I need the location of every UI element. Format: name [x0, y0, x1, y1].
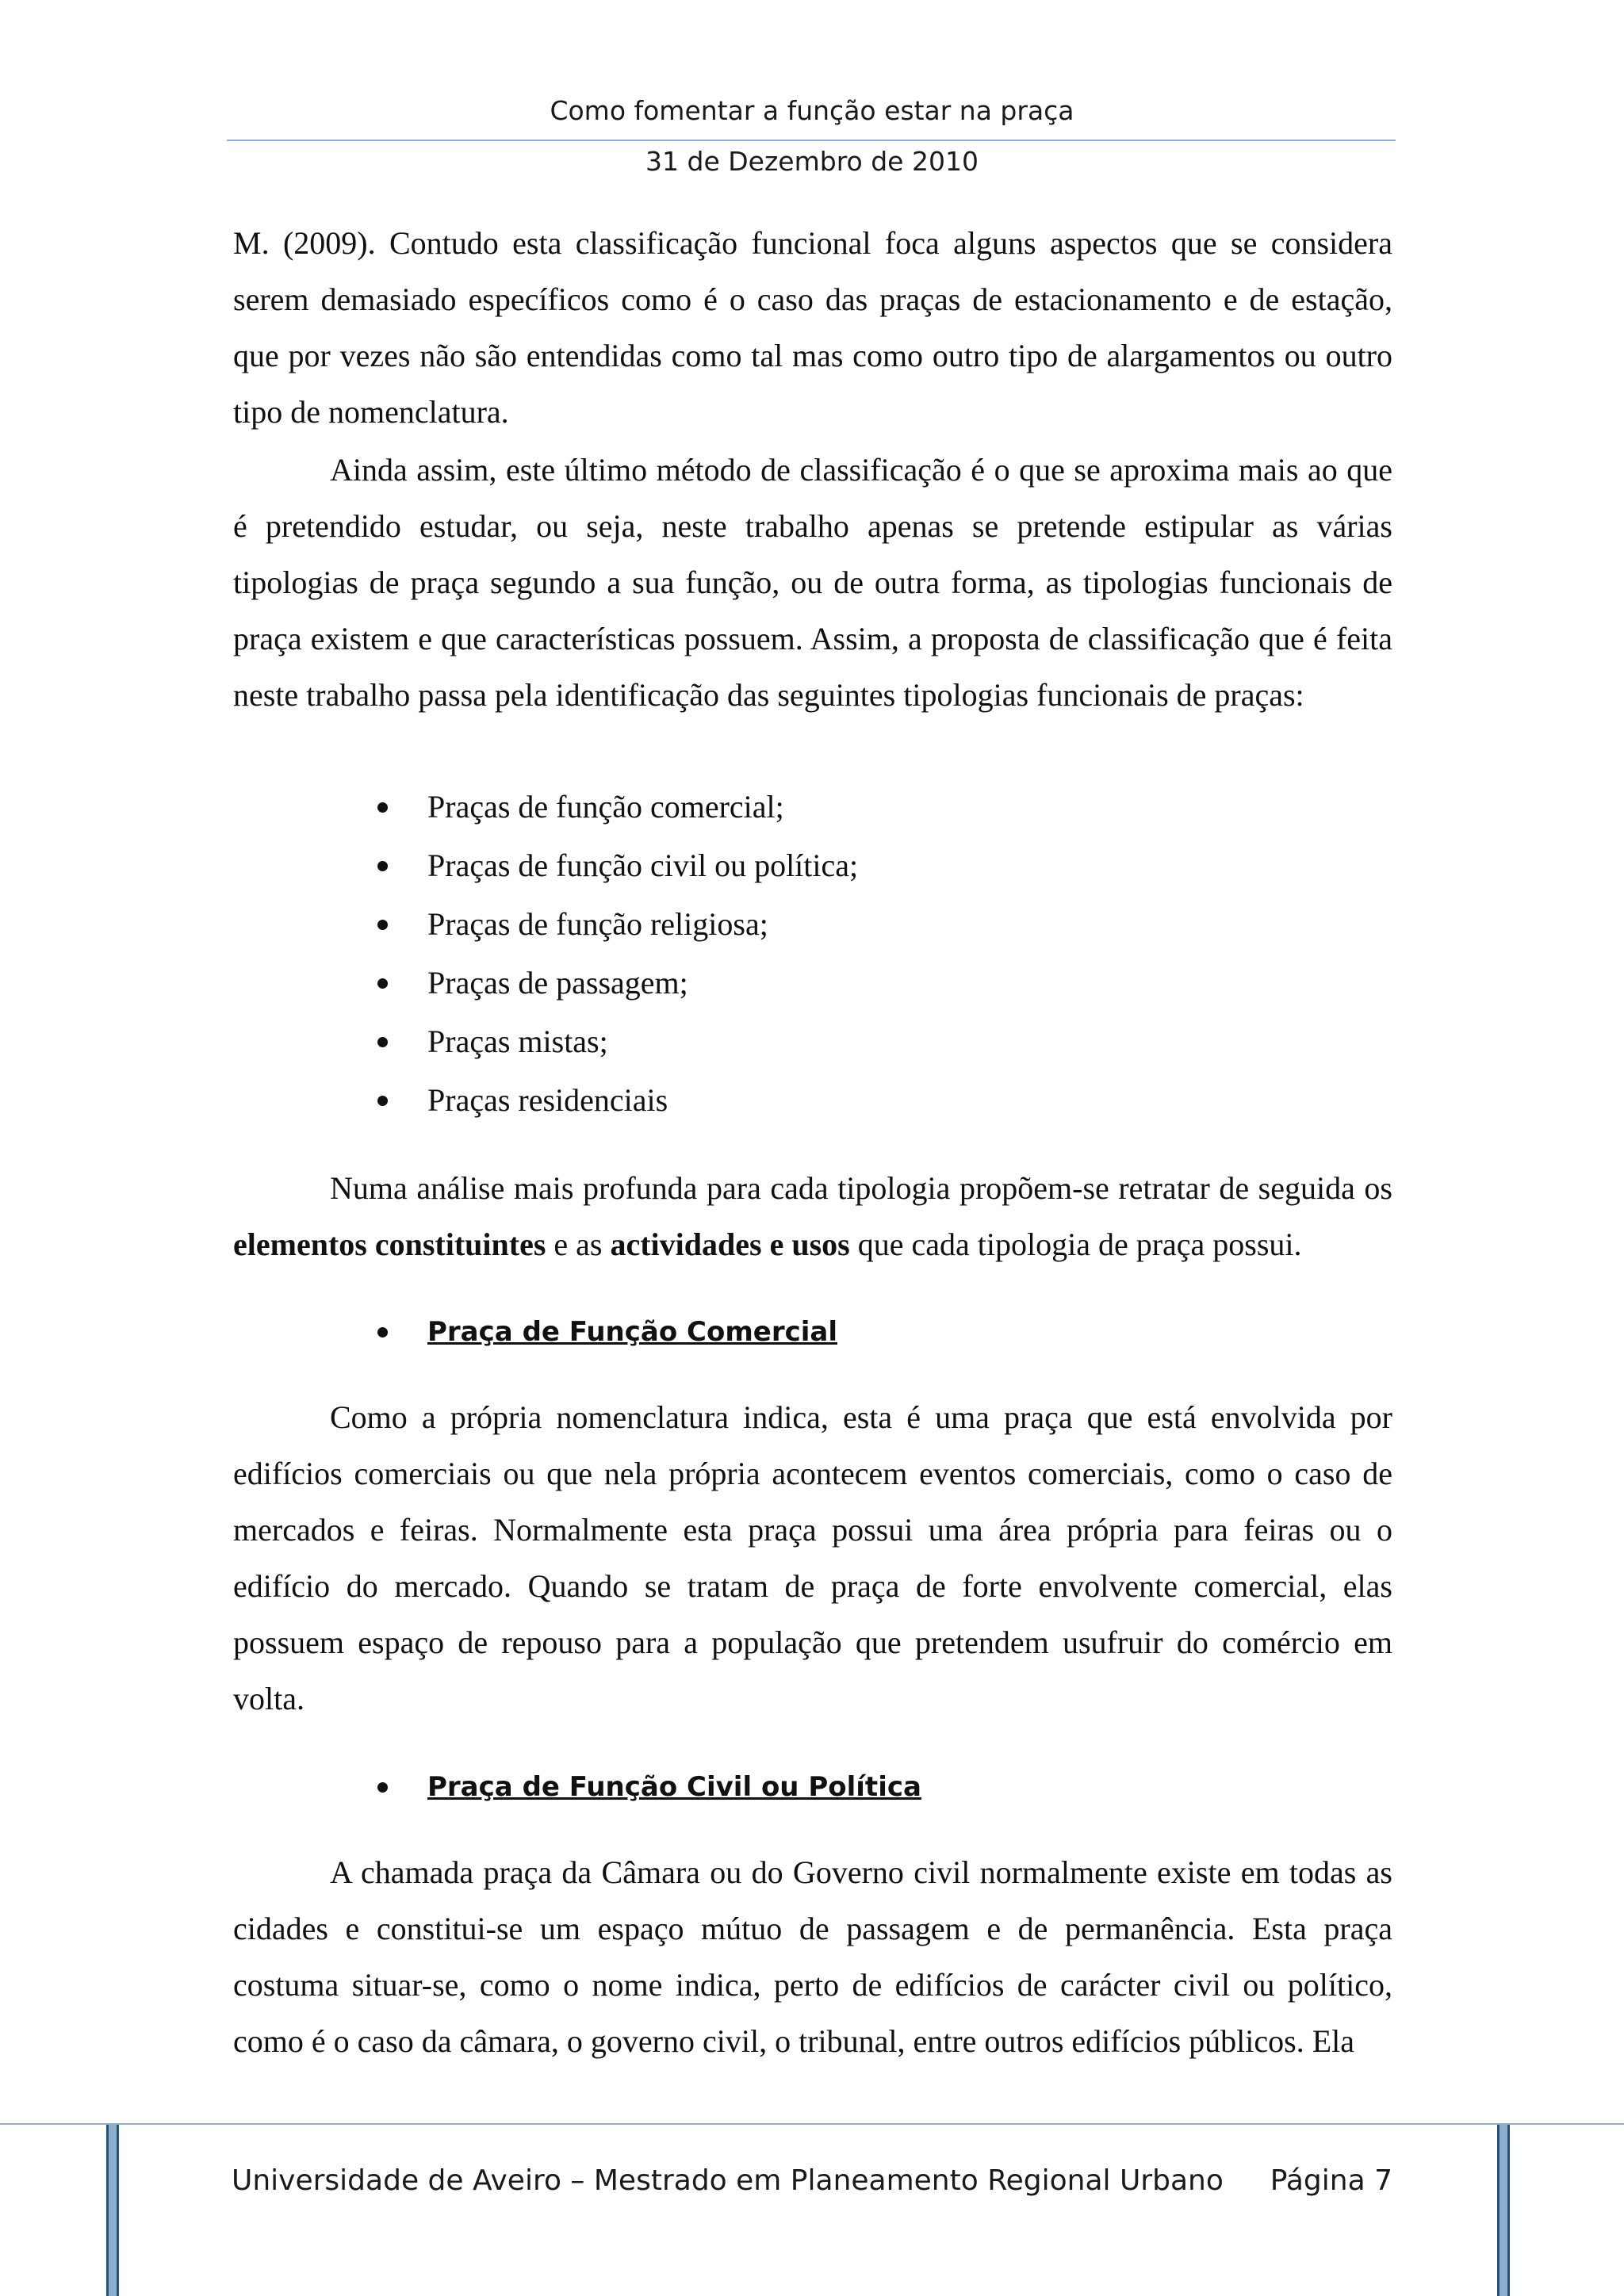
paragraph-3-part-d: que cada tipologia de praça possui. [849, 1226, 1302, 1262]
header-date: 31 de Dezembro de 2010 [645, 146, 979, 177]
footer-institution: Universidade de Aveiro – Mestrado em Planeamento Regional Urbano [232, 2164, 1224, 2197]
header-rule [227, 140, 1396, 141]
paragraph-1-text: M. (2009). Contudo esta classificação funcional foca alguns aspectos que se considera serem demasiado específicos como é o caso das praças de estacionamento e de estação, que por vezes não são entendidas como tal mas como outro tipo de alargamentos ou outro tipo de nomenclatura. [233, 225, 1392, 430]
list-item-text: Praças de passagem; [427, 965, 688, 1001]
paragraph-2-text: Ainda assim, este último método de classificação é o que se aproxima mais ao que é pretendido estudar, ou seja, neste trabalho apenas se pretende estipular as várias tipologias de praça segundo a sua função, ou de outra forma, as tipologias funcionais de praça existem e que características possuem. Assim, a proposta de classificação que é feita neste trabalho passa pela identificação das seguintes tipologias funcionais de praças: [233, 452, 1392, 713]
paragraph-3-text [233, 1160, 1392, 1272]
paragraph-1 [233, 215, 1392, 440]
paragraph-5-text: A chamada praça da Câmara ou do Governo civil normalmente existe em todas as cidades e constitui-se um espaço mútuo de passagem e de permanência. Esta praça costuma situar-se, como o nome indica, perto de edifícios de carácter civil ou político, como é o caso da câmara, o governo civil, o tribunal, entre outros edifícios públicos. Ela [233, 1854, 1392, 2059]
paragraph-2 [233, 442, 1392, 723]
page-number: Página 7 [1270, 2164, 1392, 2197]
list-item [0, 1071, 1624, 1130]
list-item [0, 1012, 1624, 1071]
section-heading-civil [0, 1763, 1624, 1811]
list-item [0, 895, 1624, 954]
paragraph-5 [233, 1844, 1392, 2069]
bullet-icon [377, 978, 388, 989]
paragraph-3 [233, 1160, 1392, 1272]
bullet-icon [377, 1037, 388, 1047]
list-item-text: Praças mistas; [427, 1024, 608, 1059]
list-item-text: Praças de função comercial; [427, 789, 784, 825]
header-title: Como fomentar a função estar na praça [550, 95, 1074, 126]
list-item [0, 836, 1624, 895]
bold-term-elements: elementos constituintes [233, 1226, 546, 1262]
bold-term-activities: actividades e usos [610, 1226, 850, 1262]
section-heading-comercial [0, 1308, 1624, 1356]
typology-list [0, 778, 1624, 1130]
bullet-icon [377, 861, 388, 871]
list-item-text: Praças residenciais [427, 1082, 668, 1118]
footer-bar-right [1497, 2125, 1510, 2296]
paragraph-3-part-c: e as [546, 1226, 611, 1262]
section-heading-text: Praça de Função Civil ou Política [427, 1771, 921, 1803]
list-item-text: Praças de função civil ou política; [427, 848, 859, 883]
bullet-icon [377, 920, 388, 930]
footer-bar-left [106, 2125, 119, 2296]
bullet-icon [377, 802, 388, 813]
bullet-icon [377, 1327, 388, 1337]
bullet-icon [377, 1096, 388, 1106]
section-heading-text: Praça de Função Comercial [427, 1316, 838, 1348]
paragraph-3-part-a: Numa análise mais profunda para cada tipologia propõem-se retratar de seguida os [330, 1170, 1392, 1206]
paragraph-4 [233, 1389, 1392, 1727]
footer-rule [0, 2123, 1624, 2125]
list-item [0, 778, 1624, 836]
bullet-icon [377, 1782, 388, 1793]
list-item [0, 954, 1624, 1012]
paragraph-4-text: Como a própria nomenclatura indica, esta é uma praça que está envolvida por edifícios comerciais ou que nela própria acontecem eventos comerciais, como o caso de mercados e feiras. Normalmente esta praça possui uma área própria para feiras ou o edifício do mercado. Quando se tratam de praça de forte envolvente comercial, elas possuem espaço de repouso para a população que pretendem usufruir do comércio em volta. [233, 1399, 1392, 1716]
list-item-text: Praças de função religiosa; [427, 906, 768, 942]
